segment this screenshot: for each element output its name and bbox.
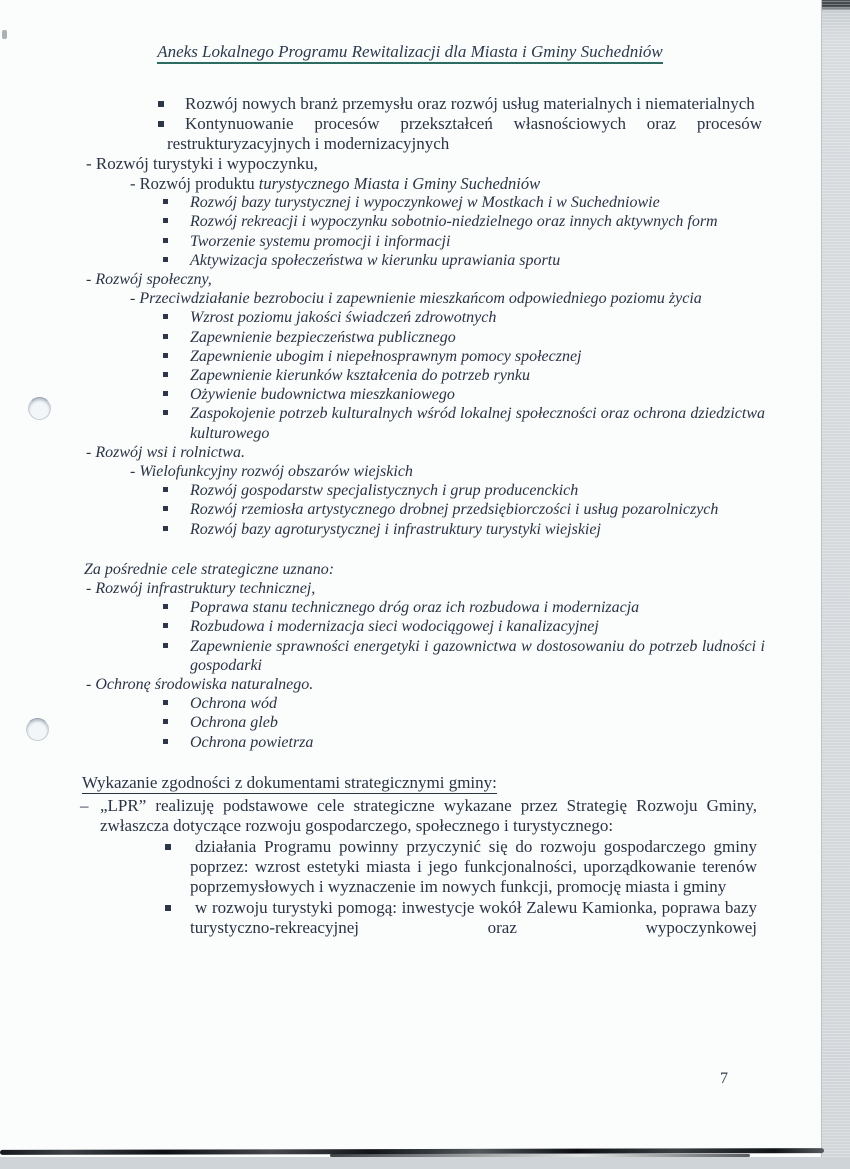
text-run: - Rozwój infrastruktury technicznej, (86, 580, 316, 598)
list-item (0, 347, 765, 366)
subsection-label (0, 174, 762, 193)
text-run: Rozwój nowych branż przemysłu oraz rozwój usług materialnych i niematerialnych (185, 94, 755, 113)
text-run: Za pośrednie cele strategiczne uznano: (84, 560, 335, 578)
list-item (0, 637, 765, 675)
section-label (0, 154, 762, 174)
section-label (0, 675, 762, 694)
list-item (0, 193, 765, 212)
text-run: Zaspokojenie potrzeb kulturalnych wśród lokalnej społeczności oraz ochrona dziedzictwa kulturowego (190, 405, 765, 442)
text-run: Rozwój bazy turystycznej i wypoczynkowej w Mostkach i w Suchedniowie (190, 194, 660, 212)
bullet-square-icon (163, 623, 168, 628)
text-run: Tworzenie systemu promocji i informacji (190, 232, 451, 250)
bullet-square-icon (158, 101, 164, 107)
bullet-square-icon (165, 905, 171, 911)
text-run: Rozwój rzemiosła artystycznego drobnej przedsiębiorczości i usług pozarolniczych (190, 501, 719, 519)
section-label (0, 579, 762, 598)
text-run: - Rozwój wsi i rolnictwa. (86, 443, 245, 461)
text-run: „LPR” realizuję podstawowe cele strategiczne wykazane przez Strategię Rozwoju Gminy, zwłaszcza dotyczące rozwoju gospodarczego, społecznego i turystycznego: (100, 796, 757, 836)
subsection-label (0, 289, 762, 308)
section-label (0, 443, 762, 462)
text-run: - Wielofunkcyjny rozwój obszarów wiejskich (130, 463, 413, 481)
bullet-square-icon (163, 314, 168, 319)
list-item (0, 733, 765, 752)
section-label (0, 270, 762, 289)
text-run: Wykazanie zgodności z dokumentami strategicznymi gminy: (82, 772, 497, 792)
list-item (0, 837, 757, 898)
bullet-square-icon (158, 121, 164, 127)
list-item (0, 617, 765, 636)
list-item (0, 500, 765, 519)
text-run: Ochrona wód (190, 695, 277, 713)
bullet-square-icon (163, 334, 168, 339)
bullet-square-icon (163, 700, 168, 705)
text-run: Wzrost poziomu jakości świadczeń zdrowotnych (190, 309, 497, 327)
list-item (0, 598, 765, 617)
text-run: Rozwój gospodarstw specjalistycznych i grup producenckich (190, 482, 579, 500)
scan-edge-right (821, 0, 850, 1169)
list-item (0, 520, 765, 539)
subsection-label (0, 462, 762, 481)
bullet-square-icon (163, 410, 168, 415)
text-run: Zapewnienie sprawności energetyki i gazownictwa w dostosowaniu do potrzeb ludności i gospodarki (190, 637, 765, 674)
bullet-square-icon (163, 238, 168, 243)
bullet-square-icon (163, 353, 168, 358)
bullet-square-icon (163, 199, 168, 204)
list-item (0, 404, 765, 442)
text-run: Zapewnienie kierunków kształcenia do potrzeb rynku (190, 367, 530, 385)
section-label (0, 560, 850, 579)
list-item (0, 385, 765, 404)
text-run: Zapewnienie ubogim i niepełnosprawnym pomocy społecznej (190, 347, 582, 365)
list-item (0, 898, 757, 939)
text-run: - Ochronę środowiska naturalnego. (86, 676, 314, 694)
bullet-square-icon (163, 487, 168, 492)
document-body (0, 94, 850, 938)
list-item (0, 114, 762, 154)
scan-speck (2, 30, 7, 39)
list-item (0, 232, 765, 251)
bullet-square-icon (163, 372, 168, 377)
text-run: - Przeciwdziałanie bezrobociu i zapewnienie mieszkańcom odpowiedniego poziomu życia (130, 290, 702, 308)
list-item (0, 713, 765, 732)
hole-punch-icon (26, 718, 49, 741)
text-run: Rozbudowa i modernizacja sieci wodociągowej i kanalizacyjnej (190, 618, 599, 636)
text-run: Kontynuowanie procesów przekształceń własnościowych oraz procesów restrukturyzacyjnych i modernizacyjnych (167, 114, 762, 153)
document-title: Aneks Lokalnego Programu Rewitalizacji dla Miasta i Gminy Suchedniów (0, 42, 820, 62)
text-run: Rozwój bazy agroturystycznej i infrastruktury turystyki wiejskiej (190, 520, 601, 538)
bullet-square-icon (165, 844, 171, 850)
page-number: 7 (720, 1070, 728, 1087)
bullet-square-icon (163, 643, 168, 648)
paragraph (0, 796, 757, 837)
section-heading (0, 773, 850, 793)
list-item (0, 328, 765, 347)
list-item (0, 481, 765, 500)
bullet-square-icon (163, 739, 168, 744)
text-run: Ochrona gleb (190, 714, 278, 732)
text-run: Ochrona powietrza (190, 733, 314, 751)
bullet-square-icon (163, 604, 168, 609)
list-item (0, 308, 765, 327)
scan-edge-bottom-line (330, 1154, 750, 1157)
text-run: w rozwoju turystyki pomogą: inwestycje wokół Zalewu Kamionka, poprawa bazy turystyczno-rekreacyjnej oraz wypoczynkowej (190, 897, 757, 937)
hole-punch-icon (28, 397, 51, 420)
spacer (0, 539, 850, 560)
list-item (0, 251, 765, 270)
text-run: - Rozwój społeczny, (86, 271, 212, 289)
bullet-square-icon (163, 391, 168, 396)
text-run: - Rozwój produktu (130, 174, 259, 193)
scan-edge-bottom (0, 1157, 850, 1169)
text-run: Rozwój rekreacji i wypoczynku sobotnio-niedzielnego oraz innych aktywnych form (190, 213, 718, 231)
dash-marker: – (80, 796, 89, 816)
text-run: turystycznego Miasta i Gminy Suchedniów (258, 174, 541, 193)
text-run: - Rozwój turystyki i wypoczynku, (86, 154, 318, 173)
text-run: Ożywienie budownictwa mieszkaniowego (190, 386, 455, 404)
list-item (0, 366, 765, 385)
bullet-square-icon (163, 506, 168, 511)
list-item (0, 694, 765, 713)
bullet-square-icon (163, 719, 168, 724)
text-run: działania Programu powinny przyczynić się do rozwoju gospodarczego gminy poprzez: wzrost estetyki miasta i jego funkcjonalności, uporządkowanie terenów poprzemysłowych i wyznaczenie im nowych funkcji, promocję miasta i gminy (190, 836, 757, 897)
text-run: Aktywizacja społeczeństwa w kierunku uprawiania sportu (190, 251, 561, 269)
list-item (0, 212, 765, 231)
list-item (0, 94, 762, 114)
bullet-square-icon (163, 526, 168, 531)
text-run: Poprawa stanu technicznego dróg oraz ich rozbudowa i modernizacja (190, 599, 640, 617)
bullet-square-icon (163, 218, 168, 223)
text-run: Zapewnienie bezpieczeństwa publicznego (190, 328, 456, 346)
spacer (0, 752, 850, 773)
bullet-square-icon (163, 257, 168, 262)
